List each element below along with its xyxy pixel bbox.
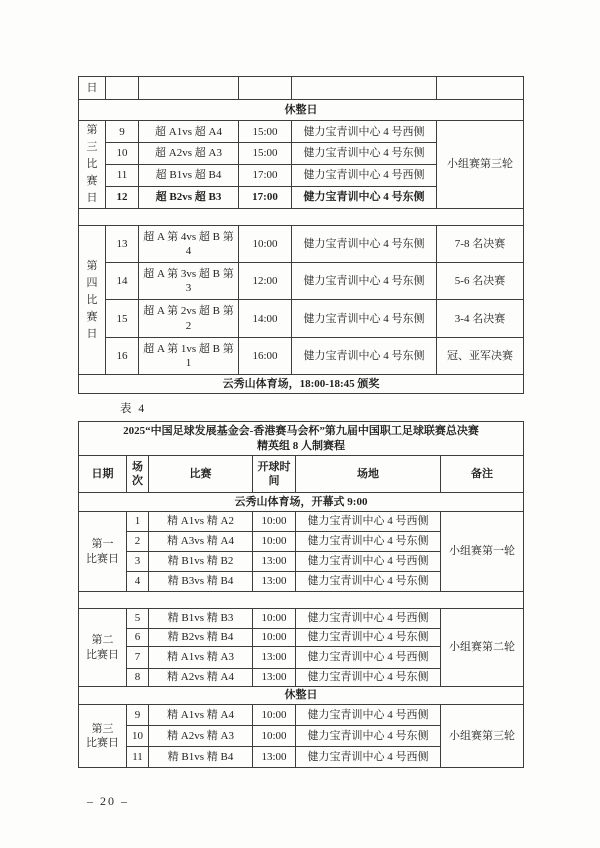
match-no: 5 (127, 609, 149, 629)
header-match: 比赛 (149, 456, 253, 493)
awards-row (79, 375, 524, 394)
rest-day-row (79, 100, 524, 121)
match-no: 10 (127, 726, 149, 747)
match-no: 16 (106, 338, 139, 375)
table-elite-group-schedule (78, 421, 524, 768)
venue: 健力宝青训中心 4 号东侧 (292, 186, 437, 208)
match-no: 3 (127, 552, 149, 572)
table4-caption: 表 4 (120, 403, 147, 415)
match-pairing: 超 A 第 4vs 超 B 第 4 (139, 226, 239, 263)
venue: 健力宝青训中心 4 号东侧 (292, 300, 437, 338)
kickoff-time: 10:00 (253, 705, 296, 726)
header-match-no: 场 次 (127, 456, 149, 493)
match-no: 13 (106, 226, 139, 263)
venue: 健力宝青训中心 4 号西侧 (296, 609, 441, 629)
match-pairing: 精 B2vs 精 B4 (149, 629, 253, 647)
separator-row (79, 209, 524, 226)
header-kickoff-time: 开球时 间 (253, 456, 296, 493)
kickoff-time: 15:00 (239, 143, 292, 164)
match-pairing: 超 A 第 2vs 超 B 第 2 (139, 300, 239, 338)
venue: 健力宝青训中心 4 号东侧 (296, 669, 441, 687)
match-pairing: 超 A 第 1vs 超 B 第 1 (139, 338, 239, 375)
empty-cell (106, 77, 139, 100)
empty-cell (292, 77, 437, 100)
match-no: 2 (127, 532, 149, 552)
match-no: 7 (127, 647, 149, 669)
kickoff-time: 13:00 (253, 669, 296, 687)
kickoff-time: 10:00 (239, 226, 292, 263)
venue: 健力宝青训中心 4 号东侧 (296, 629, 441, 647)
venue: 健力宝青训中心 4 号东侧 (292, 226, 437, 263)
table-row (79, 338, 524, 375)
venue: 健力宝青训中心 4 号西侧 (296, 747, 441, 768)
match-pairing: 精 B1vs 精 B4 (149, 747, 253, 768)
kickoff-time: 13:00 (253, 552, 296, 572)
kickoff-time: 13:00 (253, 572, 296, 592)
match-pairing: 超 A 第 3vs 超 B 第 3 (139, 263, 239, 300)
empty-cell (139, 77, 239, 100)
kickoff-time: 12:00 (239, 263, 292, 300)
round-note: 小组赛第三轮 (441, 705, 524, 768)
match-no: 14 (106, 263, 139, 300)
day4-label-char: 赛 (86, 310, 98, 323)
day3-label-char: 比 (86, 158, 98, 171)
venue: 健力宝青训中心 4 号东侧 (296, 532, 441, 552)
header-row (79, 456, 524, 493)
rest-day-label: 休整日 (79, 687, 524, 705)
kickoff-time: 10:00 (253, 629, 296, 647)
match-pairing: 精 B3vs 精 B4 (149, 572, 253, 592)
kickoff-time: 13:00 (253, 647, 296, 669)
day4-label-char: 四 (86, 276, 98, 289)
day3-label-char: 日 (86, 192, 98, 205)
match-no: 4 (127, 572, 149, 592)
day3-label (79, 121, 106, 209)
day4-label-char: 日 (86, 327, 98, 340)
venue: 健力宝青训中心 4 号西侧 (296, 705, 441, 726)
empty-separator (79, 592, 524, 609)
match-pairing: 精 A2vs 精 A4 (149, 669, 253, 687)
table-row (79, 300, 524, 338)
final-note: 5-6 名决赛 (437, 263, 524, 300)
match-pairing: 超 B1vs 超 B4 (139, 164, 239, 186)
final-note: 冠、亚军决赛 (437, 338, 524, 375)
round-note: 小组赛第一轮 (441, 512, 524, 592)
kickoff-time: 14:00 (239, 300, 292, 338)
title-row (79, 422, 524, 456)
day3-label: 第三 比赛日 (79, 705, 127, 768)
match-no: 15 (106, 300, 139, 338)
round-note: 小组赛第二轮 (441, 609, 524, 687)
match-pairing: 超 A2vs 超 A3 (139, 143, 239, 164)
separator-row (79, 592, 524, 609)
match-no: 6 (127, 629, 149, 647)
match-pairing: 精 B1vs 精 B2 (149, 552, 253, 572)
table-title (79, 422, 524, 456)
kickoff-time: 17:00 (239, 186, 292, 208)
day3-label-char: 第 (86, 124, 98, 136)
page-number: – 20 – (87, 794, 129, 808)
empty-cell (239, 77, 292, 100)
venue: 健力宝青训中心 4 号西侧 (292, 121, 437, 143)
match-no: 8 (127, 669, 149, 687)
match-no: 1 (127, 512, 149, 532)
table-row (79, 512, 524, 532)
match-no: 11 (106, 164, 139, 186)
empty-separator (79, 209, 524, 226)
venue: 健力宝青训中心 4 号西侧 (296, 647, 441, 669)
match-pairing: 精 A1vs 精 A3 (149, 647, 253, 669)
match-no: 12 (106, 186, 139, 208)
kickoff-time: 17:00 (239, 164, 292, 186)
match-pairing: 精 A2vs 精 A3 (149, 726, 253, 747)
rest-day-row (79, 687, 524, 705)
day-label-fragment: 日 (79, 77, 106, 100)
day1-label: 第一 比赛日 (79, 512, 127, 592)
table-row (79, 121, 524, 143)
match-pairing: 超 A1vs 超 A4 (139, 121, 239, 143)
table-row (79, 226, 524, 263)
venue: 健力宝青训中心 4 号东侧 (292, 263, 437, 300)
rest-day-label: 休整日 (79, 100, 524, 121)
match-pairing: 超 B2vs 超 B3 (139, 186, 239, 208)
match-no: 9 (127, 705, 149, 726)
table-title-line1: 2025“中国足球发展基金会-香港赛马会杯”第九届中国职工足球联赛总决赛 (123, 425, 479, 438)
match-pairing: 精 B1vs 精 B3 (149, 609, 253, 629)
opening-ceremony-row (79, 493, 524, 512)
kickoff-time: 16:00 (239, 338, 292, 375)
kickoff-time: 10:00 (253, 609, 296, 629)
header-venue: 场地 (296, 456, 441, 493)
empty-cell (437, 77, 524, 100)
kickoff-time: 10:00 (253, 532, 296, 552)
opening-ceremony-label: 云秀山体育场，开幕式 9:00 (79, 493, 524, 512)
match-pairing: 精 A1vs 精 A2 (149, 512, 253, 532)
table-row (79, 705, 524, 726)
kickoff-time: 10:00 (253, 726, 296, 747)
venue: 健力宝青训中心 4 号西侧 (296, 552, 441, 572)
table-row (79, 77, 524, 100)
table-row (79, 263, 524, 300)
table-title-line2: 精英组 8 人制赛程 (257, 439, 345, 452)
venue: 健力宝青训中心 4 号东侧 (292, 338, 437, 375)
day3-label-char: 赛 (86, 175, 98, 188)
match-pairing: 精 A1vs 精 A4 (149, 705, 253, 726)
match-pairing: 精 A3vs 精 A4 (149, 532, 253, 552)
kickoff-time: 10:00 (253, 512, 296, 532)
day3-label-char: 三 (86, 141, 98, 154)
header-date: 日期 (79, 456, 127, 493)
day2-label: 第二 比赛日 (79, 609, 127, 687)
match-no: 10 (106, 143, 139, 164)
match-no: 11 (127, 747, 149, 768)
round-note: 小组赛第三轮 (437, 121, 524, 209)
venue: 健力宝青训中心 4 号西侧 (292, 164, 437, 186)
venue: 健力宝青训中心 4 号西侧 (296, 512, 441, 532)
match-no: 9 (106, 121, 139, 143)
kickoff-time: 15:00 (239, 121, 292, 143)
venue: 健力宝青训中心 4 号东侧 (292, 143, 437, 164)
venue: 健力宝青训中心 4 号东侧 (296, 726, 441, 747)
final-note: 3-4 名决赛 (437, 300, 524, 338)
awards-label: 云秀山体育场，18:00-18:45 颁奖 (79, 375, 524, 394)
header-note: 备注 (441, 456, 524, 493)
table-row (79, 609, 524, 629)
venue: 健力宝青训中心 4 号东侧 (296, 572, 441, 592)
final-note: 7-8 名决赛 (437, 226, 524, 263)
day4-label-char: 比 (86, 293, 98, 306)
table-super-group-schedule (78, 76, 524, 394)
day4-label-char: 第 (86, 259, 98, 272)
kickoff-time: 13:00 (253, 747, 296, 768)
day4-label (79, 226, 106, 375)
